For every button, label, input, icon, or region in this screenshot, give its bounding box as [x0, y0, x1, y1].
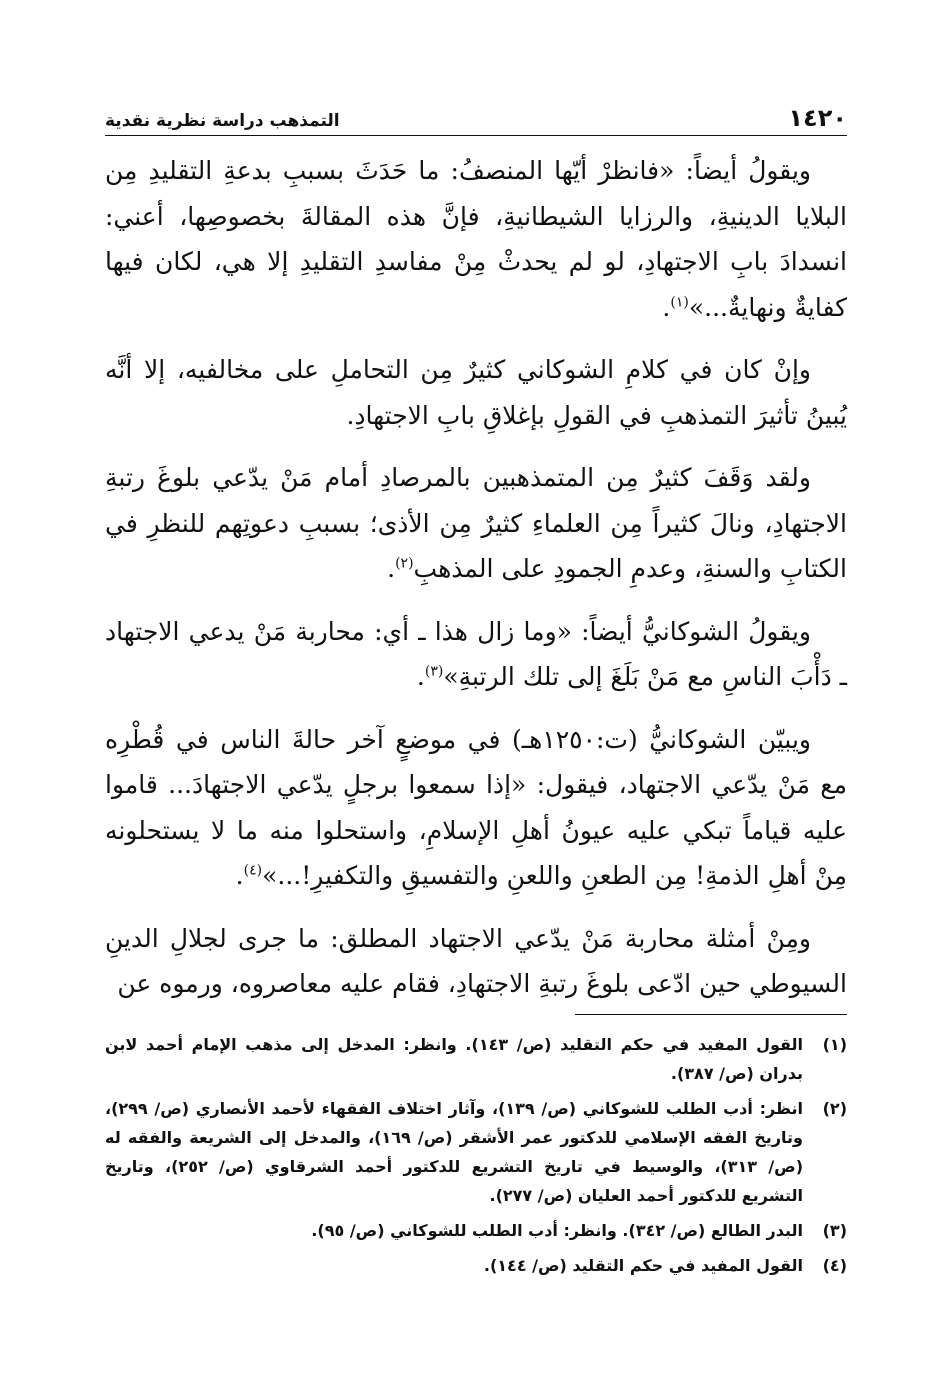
- running-title: التمذهب دراسة نظرية نقدية: [105, 111, 340, 131]
- footnote: [105, 1216, 847, 1245]
- paragraph-end: .: [416, 662, 425, 691]
- paragraph-end: .: [387, 554, 396, 583]
- paragraph: [105, 609, 847, 700]
- page-number: ١٤٢٠: [788, 104, 847, 132]
- footnote-text: انظر: أدب الطلب للشوكاني (ص/ ١٣٩)، وآثار اختلاف الفقهاء لأحمد الأنصاري (ص/ ٢٩٩)، وتاريخ الفقه الإسلامي للدكتور عمر الأشقر (ص/ ١٦٩)، والمدخل إلى الشريعة والفقه له (ص/ ٣١٣)، والوسيط في تاريخ التشريع للدكتور أحمد الشرقاوي (ص/ ٢٥٢)، وتاريخ التشريع للدكتور أحمد العليان (ص/ ٢٧٧).: [105, 1099, 804, 1205]
- main-text: [105, 148, 847, 1024]
- footnote-marker: (١): [670, 294, 689, 311]
- paragraph-text: ويقولُ الشوكانيُّ أيضاً: «وما زال هذا ـ أي: محاربة مَنْ يدعي الاجتهاد ـ دَأْبَ الناسِ مع مَنْ بَلَغَ إلى تلك الرتبةِ»: [105, 616, 847, 691]
- footnote-number: (٣): [822, 1221, 847, 1240]
- footnote: [105, 1094, 847, 1210]
- paragraph: [105, 347, 847, 438]
- footnote: [105, 1030, 847, 1088]
- footnote-marker: (٤): [243, 862, 263, 879]
- paragraph-text: ويقولُ أيضاً: «فانظرْ أيّها المنصفُ: ما حَدَثَ بسببِ بدعةِ التقليدِ مِن البلايا الدينيةِ، والرزايا الشيطانيةِ، فإنَّ هذه المقالةَ بخصوصِها، أعني: انسدادَ بابِ الاجتهادِ، لو لم يحدثْ مِنْ مفاسدِ التقليدِ إلا هي، لكان فيها كفايةٌ ونهايةٌ...»: [105, 156, 847, 322]
- paragraph-text: وإنْ كان في كلامِ الشوكاني كثيرٌ مِن التحاملِ على مخالفيه، إلا أنَّه يُبينُ تأثيرَ التمذهبِ في القولِ بإغلاقِ بابِ الاجتهادِ.: [105, 355, 847, 430]
- footnote-text: القول المفيد في حكم التقليد (ص/ ١٤٣). وانظر: المدخل إلى مذهب الإمام أحمد لابن بدران (ص/ ٣٨٧).: [105, 1035, 804, 1083]
- footnote: [105, 1251, 847, 1280]
- footnote-number: (١): [822, 1035, 847, 1054]
- paragraph: [105, 717, 847, 899]
- footnote-number: (٢): [822, 1099, 847, 1118]
- page-header: [105, 96, 847, 130]
- paragraph-text: ومِنْ أمثلة محاربة مَنْ يدّعي الاجتهاد المطلق: ما جرى لجلالِ الدينِ السيوطي حين ادّعى بلوغَ رتبةِ الاجتهادِ، فقام عليه معاصروه، ورموه عن: [105, 923, 847, 998]
- footnote-text: القول المفيد في حكم التقليد (ص/ ١٤٤).: [483, 1256, 803, 1275]
- paragraph-end: .: [235, 861, 244, 890]
- footnote-marker: (٢): [395, 555, 414, 572]
- footnote-marker: (٣): [424, 663, 444, 680]
- paragraph: [105, 916, 847, 1007]
- paragraph-end: .: [662, 292, 671, 322]
- footnotes: [105, 1030, 847, 1286]
- paragraph: [105, 148, 847, 330]
- footnote-number: (٤): [822, 1256, 847, 1275]
- paragraph: [105, 455, 847, 592]
- paragraph-text: ويبيّن الشوكانيُّ (ت:١٢٥٠هـ) في موضعٍ آخر حالةَ الناس في قُطْرِه مع مَنْ يدّعي الاجتهاد، فيقول: «إذا سمعوا برجلٍ يدّعي الاجتهادَ... قاموا عليه قياماً تبكي عليه عيونُ أهلِ الإسلامِ، واستحلوا منه ما لا يستحلونه مِنْ أهلِ الذمةِ! مِن الطعنِ واللعنِ والتفسيقِ والتكفيرِ!...»: [105, 724, 848, 890]
- footnote-separator: [575, 1014, 847, 1015]
- paragraph-text: ولقد وَقَفَ كثيرٌ مِن المتمذهبين بالمرصادِ أمام مَنْ يدّعي بلوغَ رتبةِ الاجتهادِ، ونالَ كثيراً مِن العلماءِ كثيرٌ مِن الأذى؛ بسببِ دعوتِهم للنظرِ في الكتابِ والسنةِ، وعدمِ الجمودِ على المذهبِ: [105, 463, 847, 583]
- header-rule: [105, 135, 847, 136]
- footnote-text: البدر الطالع (ص/ ٣٤٢). وانظر: أدب الطلب للشوكاني (ص/ ٩٥).: [311, 1221, 803, 1240]
